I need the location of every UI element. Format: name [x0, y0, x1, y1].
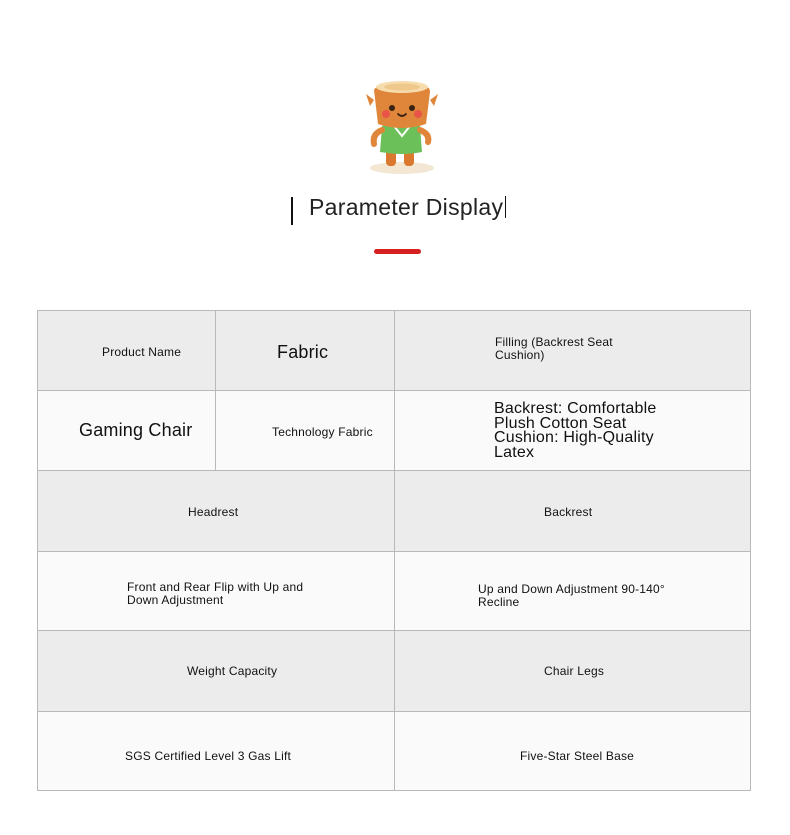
- table-row: [37, 630, 751, 711]
- table-row: [37, 310, 751, 390]
- table-cell: [37, 551, 394, 630]
- parameter-table: [37, 310, 751, 791]
- table-cell: [215, 390, 394, 470]
- table-cell: [394, 551, 751, 630]
- table-cell: [394, 630, 751, 711]
- headrest-label: Headrest: [188, 505, 239, 519]
- title-cursor: [505, 196, 506, 218]
- table-cell: [394, 310, 751, 390]
- weight-capacity-value: SGS Certified Level 3 Gas Lift: [125, 749, 292, 763]
- section-header: [0, 190, 790, 230]
- page-title: Parameter Display: [309, 194, 504, 220]
- table-row: [37, 711, 751, 791]
- headrest-value: Front and Rear Flip with Up and Down Adjustment: [127, 580, 304, 607]
- table-cell: [37, 630, 394, 711]
- product-name-label: Product Name: [102, 345, 182, 359]
- table-cell: [37, 310, 215, 390]
- chair-legs-label: Chair Legs: [544, 664, 605, 678]
- fabric-label: Fabric: [277, 342, 329, 362]
- backrest-label: Backrest: [544, 505, 593, 519]
- fabric-value: Technology Fabric: [272, 425, 373, 439]
- table-cell: [394, 711, 751, 791]
- weight-capacity-label: Weight Capacity: [187, 664, 278, 678]
- filling-value: Backrest: Comfortable Plush Cotton Seat Cushion: High-Quality Latex: [494, 400, 657, 462]
- product-name-value: Gaming Chair: [79, 420, 193, 440]
- table-cell: [37, 470, 394, 551]
- table-cell: [215, 310, 394, 390]
- table-cell: [394, 390, 751, 470]
- table-row: [37, 551, 751, 630]
- table-cell: [37, 390, 215, 470]
- chair-legs-value: Five-Star Steel Base: [520, 749, 635, 763]
- title-left-bar: [291, 197, 293, 225]
- table-row: [37, 470, 751, 551]
- backrest-value: Up and Down Adjustment 90-140° Recline: [478, 582, 665, 609]
- table-cell: [37, 711, 394, 791]
- table-cell: [394, 470, 751, 551]
- title-accent-line: [374, 249, 421, 254]
- tree-stump-mascot-icon: [364, 76, 440, 176]
- filling-label: Filling (Backrest Seat Cushion): [495, 335, 613, 362]
- table-row: [37, 390, 751, 470]
